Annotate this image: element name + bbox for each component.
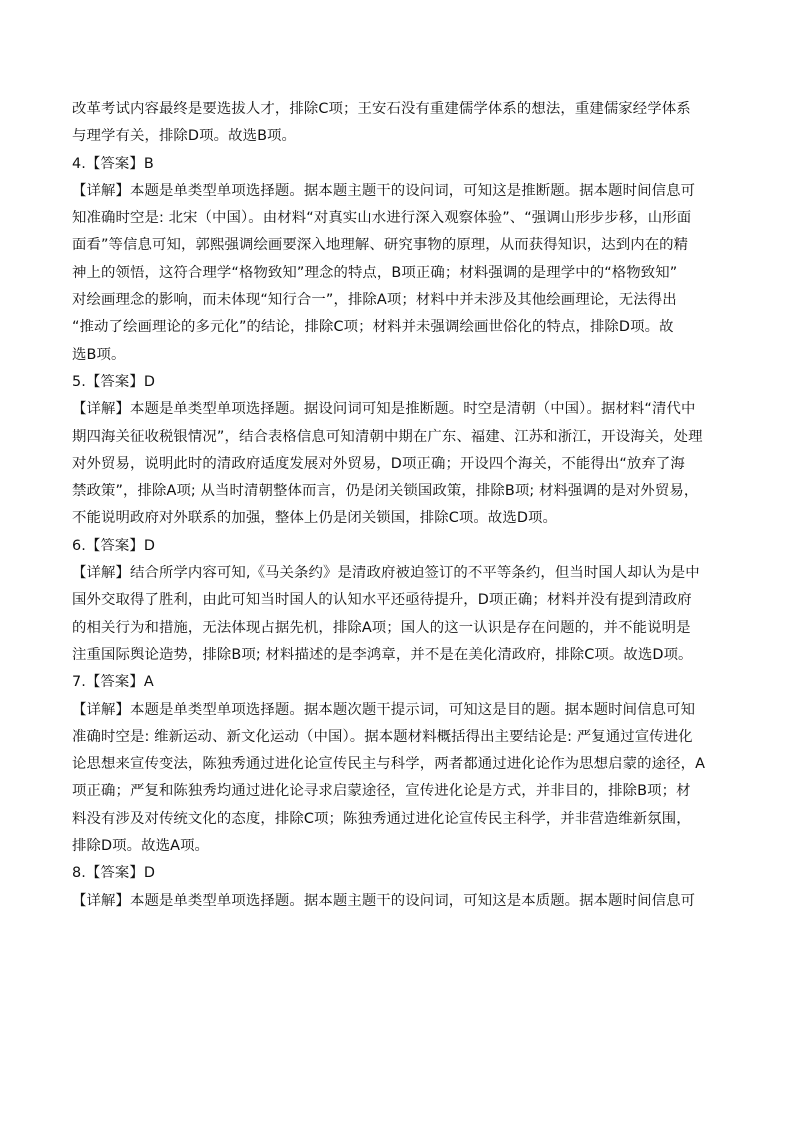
text-line: 对外贸易，说明此时的清政府适度发展对外贸易，D项正确；开设四个海关，不能得出“放弃了海 — [72, 455, 685, 472]
text-line: 【详解】本题是单类型单项选择题。据本题主题干的设问词，可知这是本质题。据本题时间信息可 — [72, 892, 696, 909]
text-line: 对绘画理念的影响，而未体现“知行合一”，排除A项；材料中并未涉及其他绘画理论，无法得出 — [72, 292, 677, 309]
text-line: 国外交取得了胜利，由此可知当时国人的认知水平还亟待提升，D项正确；材料并没有提到清政府 — [72, 592, 692, 609]
text-line: 注重国际舆论造势，排除B项; 材料描述的是李鸿章，并不是在美化清政府，排除C项。故选D项。 — [72, 646, 693, 663]
answer-heading-7: 7.【答案】A — [72, 674, 154, 691]
text-line: 准确时空是: 维新运动、新文化运动（中国）。据本题材料概括得出主要结论是: 严复通过宣传进化 — [72, 728, 693, 745]
answer-heading-5: 5.【答案】D — [72, 373, 156, 390]
text-line: 【详解】本题是单类型单项选择题。据设问词可知是推断题。时空是清朝（中国）。据材料“清代中 — [72, 401, 696, 418]
text-line: 面看”等信息可知，郭熙强调绘画要深入地理解、研究事物的原理，从而获得知识，达到内在的精 — [72, 237, 689, 254]
answer-heading-4: 4.【答案】B — [72, 155, 154, 172]
text-line: 与理学有关，排除D项。故选B项。 — [72, 128, 297, 145]
text-line: “推动了绘画理论的多元化”的结论，排除C项；材料并未强调绘画世俗化的特点，排除D项。故 — [72, 319, 674, 336]
text-line: 禁政策”，排除A项; 从当时清朝整体而言，仍是闭关锁国政策，排除B项; 材料强调的是对外贸易， — [72, 483, 699, 500]
text-line: 的相关行为和措施，无法体现占据先机，排除A项；国人的这一认识是存在问题的，并不能说明是 — [72, 619, 691, 636]
answer-heading-6: 6.【答案】D — [72, 537, 156, 554]
text-line: 排除D项。故选A项。 — [72, 838, 210, 855]
text-line: 项正确；严复和陈独秀均通过进化论寻求启蒙途径，宣传进化论是方式，并非目的，排除B项；材 — [72, 783, 691, 800]
answer-explanation-page — [72, 96, 706, 915]
text-line: 期四海关征收税银情况”，结合表格信息可知清朝中期在广东、福建、江苏和浙江，开设海关，处理 — [72, 428, 703, 445]
text-line: 知准确时空是: 北宋（中国）。由材料“对真实山水进行深入观察体验”、“强调山形步步移，山形面 — [72, 210, 692, 227]
text-line: 不能说明政府对外联系的加强，整体上仍是闭关锁国，排除C项。故选D项。 — [72, 510, 558, 527]
text-line: 选B项。 — [72, 346, 126, 363]
text-line: 【详解】结合所学内容可知,《马关条约》是清政府被迫签订的不平等条约，但当时国人却认为是中 — [72, 565, 700, 582]
text-line: 论思想来宣传变法，陈独秀通过进化论宣传民主与科学，两者都通过进化论作为思想启蒙的途径，A — [72, 756, 706, 773]
text-line: 料没有涉及对传统文化的态度，排除C项；陈独秀通过进化论宣传民主科学，并非营造维新氛围， — [72, 810, 691, 827]
answer-heading-8: 8.【答案】D — [72, 865, 156, 882]
text-line: 神上的领悟，这符合理学“格物致知”理念的特点，B项正确；材料强调的是理学中的“格物致知” — [72, 264, 678, 281]
text-line: 改革考试内容最终是要选拔人才，排除C项；王安石没有重建儒学体系的想法，重建儒家经学体系 — [72, 101, 691, 117]
text-line: 【详解】本题是单类型单项选择题。据本题次题干提示词，可知这是目的题。据本题时间信息可知 — [72, 701, 696, 718]
text-line: 【详解】本题是单类型单项选择题。据本题主题干的设问词，可知这是推断题。据本题时间信息可 — [72, 182, 696, 199]
